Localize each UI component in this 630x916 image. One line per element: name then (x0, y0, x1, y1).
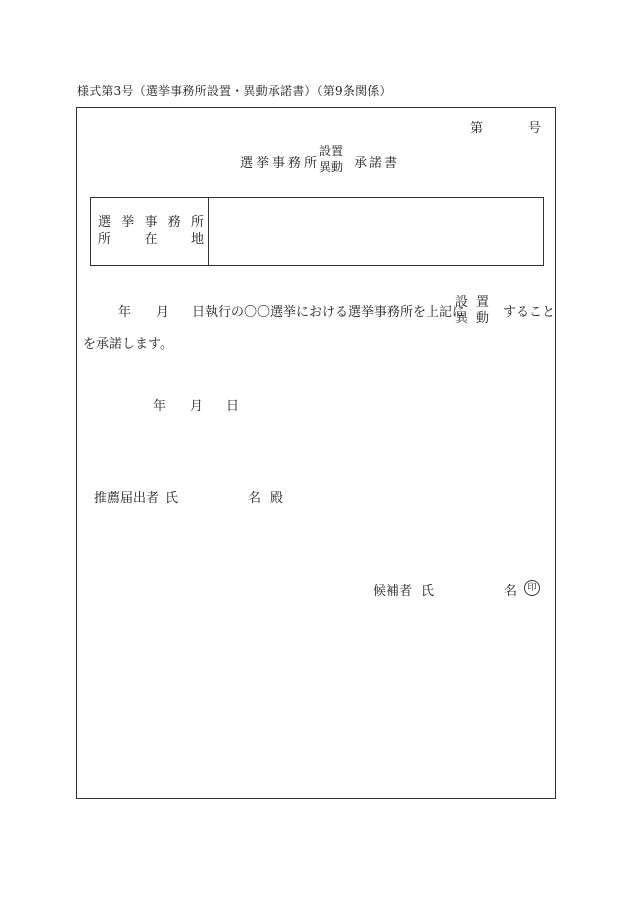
candidate-name-label: 名 (504, 584, 518, 599)
title-option-setup: 設置 (319, 144, 344, 158)
date-month: 月 (190, 399, 204, 414)
recommender-surname-label: 氏 (165, 491, 179, 506)
label-char: 地 (190, 232, 204, 247)
page-title: 選挙事務所 (240, 156, 321, 171)
office-address-box (90, 197, 544, 266)
recommender-name-label: 名 (248, 491, 262, 506)
body-option-setup: 設置 (455, 295, 498, 310)
date-day: 日 (226, 399, 240, 414)
label-char: 在 (144, 232, 158, 247)
title-option-stack (319, 143, 343, 175)
candidate-label: 候補者 (373, 584, 413, 599)
body-text: 日執行の〇〇選挙における選挙事務所を上記に (192, 305, 466, 320)
recommender-label: 推薦届出者 (94, 491, 160, 506)
label-char: 所 (190, 215, 204, 230)
title-option-move: 異動 (319, 160, 344, 174)
label-char: 挙 (121, 215, 135, 230)
title-suffix: 承諾書 (354, 156, 400, 171)
body-option-stack (455, 295, 497, 327)
body-year: 年 (118, 305, 132, 320)
label-char: 務 (167, 215, 181, 230)
office-address-label-row2 (98, 231, 204, 248)
document-number-suffix: 号 (528, 121, 542, 136)
recommender-honorific: 殿 (270, 491, 284, 506)
office-address-label (91, 198, 209, 265)
body-text-line2: を承諾します。 (83, 337, 173, 352)
seal-mark-icon: 印 (524, 580, 540, 596)
body-option-move: 異動 (455, 311, 498, 326)
date-year: 年 (153, 399, 167, 414)
body-text-end: すること (503, 305, 556, 320)
body-month: 月 (156, 305, 170, 320)
candidate-surname-label: 氏 (421, 584, 435, 599)
label-char: 選 (98, 215, 112, 230)
label-char: 所 (98, 232, 112, 247)
office-address-field[interactable] (209, 198, 543, 265)
document-number-prefix: 第 (470, 121, 484, 136)
form-label: 様式第3号（選挙事務所設置・異動承諾書）（第9条関係） (77, 84, 392, 98)
office-address-label-row1 (98, 214, 204, 231)
label-char: 事 (144, 215, 158, 230)
